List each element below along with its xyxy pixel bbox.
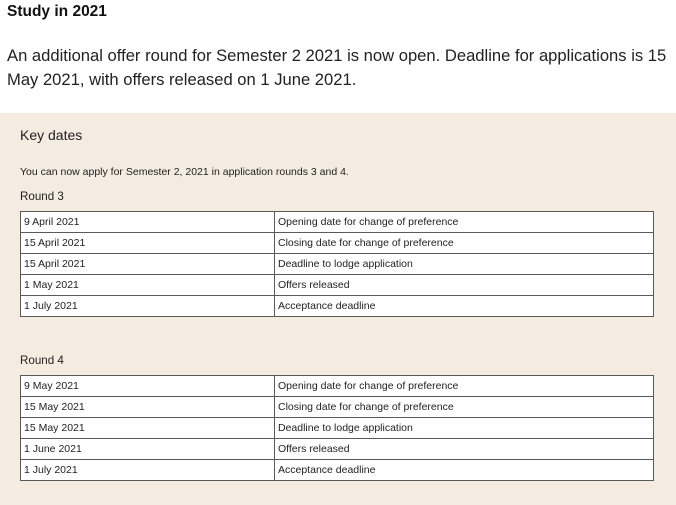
event-cell: Deadline to lodge application [275, 254, 654, 275]
key-dates-note: You can now apply for Semester 2, 2021 in application rounds 3 and 4. [20, 166, 349, 178]
table-row [21, 439, 654, 460]
table-row [21, 418, 654, 439]
date-cell: 15 May 2021 [21, 397, 275, 418]
event-cell: Opening date for change of preference [275, 212, 654, 233]
intro-paragraph: An additional offer round for Semester 2 2021 is now open. Deadline for applications is 15 May 2021, with offers released on 1 June 2021. [7, 46, 667, 89]
page-heading: Study in 2021 [7, 3, 107, 20]
round-4-table [20, 375, 654, 481]
table-row [21, 254, 654, 275]
table-row [21, 275, 654, 296]
date-cell: 15 April 2021 [21, 254, 275, 275]
event-cell: Deadline to lodge application [275, 418, 654, 439]
date-cell: 9 May 2021 [21, 376, 275, 397]
key-dates-panel [0, 113, 676, 505]
event-cell: Closing date for change of preference [275, 233, 654, 254]
date-cell: 1 July 2021 [21, 296, 275, 317]
date-cell: 15 May 2021 [21, 418, 275, 439]
date-cell: 15 April 2021 [21, 233, 275, 254]
table-row [21, 397, 654, 418]
event-cell: Offers released [275, 275, 654, 296]
key-dates-title: Key dates [20, 127, 83, 143]
table-row [21, 296, 654, 317]
event-cell: Acceptance deadline [275, 296, 654, 317]
date-cell: 9 April 2021 [21, 212, 275, 233]
event-cell: Offers released [275, 439, 654, 460]
event-cell: Acceptance deadline [275, 460, 654, 481]
round-4-label: Round 4 [20, 354, 64, 367]
table-row [21, 460, 654, 481]
date-cell: 1 July 2021 [21, 460, 275, 481]
event-cell: Closing date for change of preference [275, 397, 654, 418]
round-3-label: Round 3 [20, 190, 64, 203]
table-row [21, 212, 654, 233]
table-row [21, 233, 654, 254]
date-cell: 1 June 2021 [21, 439, 275, 460]
date-cell: 1 May 2021 [21, 275, 275, 296]
table-row [21, 376, 654, 397]
event-cell: Opening date for change of preference [275, 376, 654, 397]
round-3-table [20, 211, 654, 317]
